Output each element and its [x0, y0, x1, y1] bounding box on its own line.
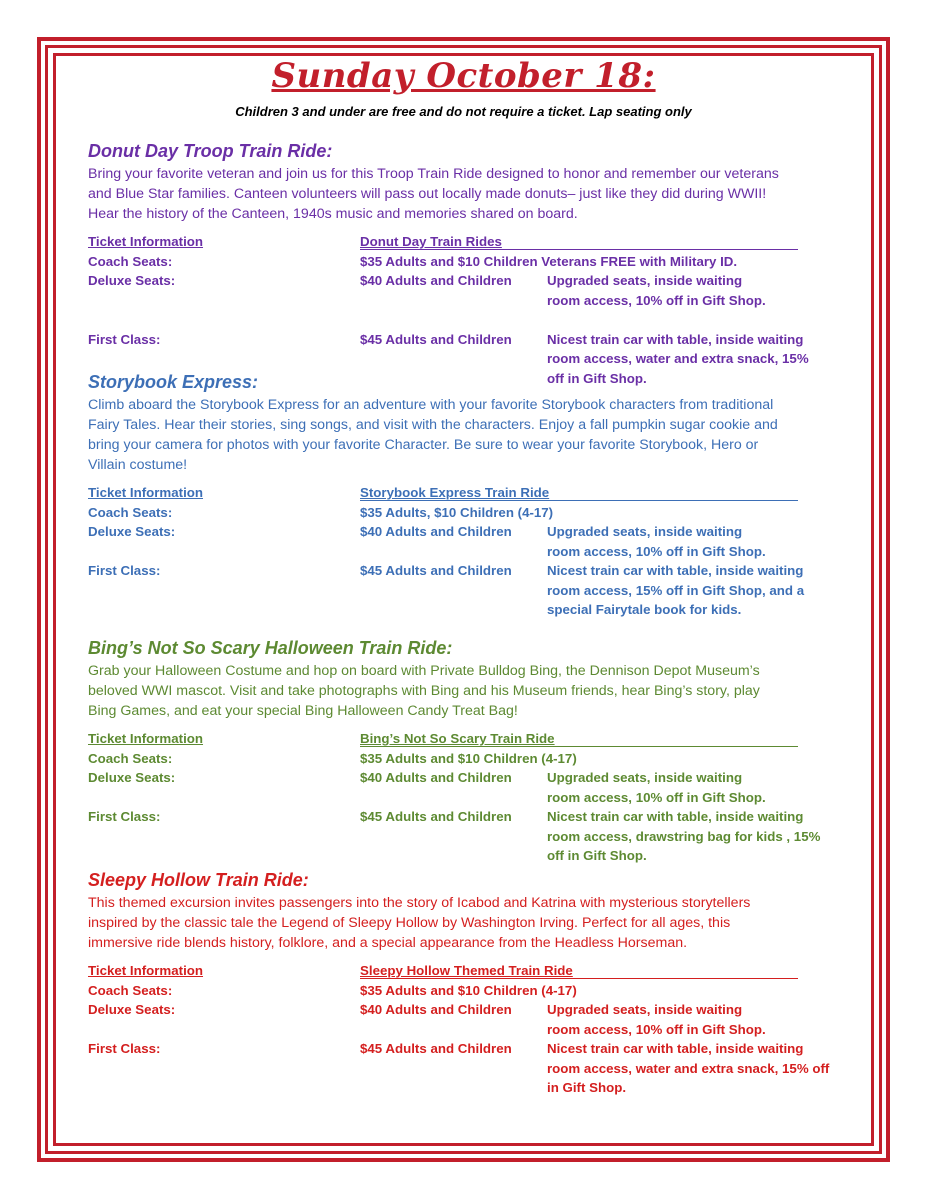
description-line: Grab your Halloween Costume and hop on board with Private Bulldog Bing, the Dennison Depot Museum’s — [88, 663, 760, 679]
section-description — [88, 893, 848, 953]
first-class-price: $45 Adults and Children — [360, 563, 512, 578]
perk-line: in Gift Shop. — [547, 1080, 627, 1095]
perk-line: special Fairytale book for kids. — [547, 602, 742, 617]
perk-line: room access, 10% off in Gift Shop. — [547, 789, 766, 805]
description-line: inspired by the classic tale the Legend of Sleepy Hollow by Washington Irving. Perfect for all ages, this — [88, 915, 731, 931]
ticket-header-row — [88, 483, 848, 503]
section-description — [88, 661, 848, 721]
page-title: Sunday October 18: — [271, 56, 656, 96]
description-line: Bring your favorite veteran and join us for this Troop Train Ride designed to honor and remember our veterans — [88, 166, 779, 182]
coach-row — [88, 252, 848, 272]
perk-line: Upgraded seats, inside waiting — [547, 273, 743, 288]
perk-line: off in Gift Shop. — [547, 370, 647, 386]
spacer — [88, 788, 848, 808]
first-class-price: $45 Adults and Children — [360, 809, 512, 824]
description-line: immersive ride blends history, folklore, and a special appearance from the Headless Horseman. — [88, 935, 688, 951]
section-description — [88, 164, 848, 224]
deluxe-price: $40 Adults and Children — [360, 273, 512, 288]
perk-line: room access, water and extra snack, 15% off — [547, 1060, 830, 1076]
ticket-header-row — [88, 961, 848, 981]
section-sleepy-hollow — [88, 869, 848, 1095]
perk-line: room access, 10% off in Gift Shop. — [547, 292, 766, 308]
perk-line: Nicest train car with table, inside waiting — [547, 331, 804, 347]
perk-line: room access, water and extra snack, 15% — [547, 351, 809, 366]
first-class-row — [88, 561, 848, 617]
deluxe-label: Deluxe Seats: — [88, 770, 176, 785]
description-line: Fairy Tales. Hear their stories, sing songs, and visit with the characters. Enjoy a fall pumpkin sugar cookie and — [88, 417, 778, 433]
perk-line: room access, 10% off in Gift Shop. — [547, 1021, 766, 1037]
deluxe-label: Deluxe Seats: — [88, 1002, 176, 1017]
coach-row — [88, 749, 848, 769]
ticket-header-right: Bing’s Not So Scary Train Ride — [360, 731, 555, 746]
coach-row — [88, 503, 848, 523]
perk-line: Nicest train car with table, inside waiting — [547, 809, 804, 824]
coach-label: Coach Seats: — [88, 504, 173, 520]
description-line: Climb aboard the Storybook Express for an adventure with your favorite Storybook characters from traditional — [88, 397, 774, 413]
section-storybook-express — [88, 371, 848, 617]
deluxe-price: $40 Adults and Children — [360, 524, 512, 539]
coach-price: $35 Adults and $10 Children (4-17) — [360, 750, 577, 766]
header-underline — [360, 978, 798, 979]
perk-line: Upgraded seats, inside waiting — [547, 524, 743, 539]
deluxe-row — [88, 522, 848, 559]
spacer — [88, 542, 848, 562]
deluxe-label: Deluxe Seats: — [88, 273, 176, 288]
section-halloween-ride — [88, 637, 848, 863]
coach-price: $35 Adults and $10 Children (4-17) — [360, 982, 577, 998]
ticket-header-left: Ticket Information — [88, 731, 204, 746]
description-line: beloved WWI mascot. Visit and take photographs with Bing and his Museum friends, hear Bing’s story, play — [88, 683, 760, 699]
ticket-header-row — [88, 232, 848, 252]
coach-label: Coach Seats: — [88, 982, 173, 998]
description-line: bring your camera for photos with your favorite Character. Be sure to wear your favorite Storybook, Hero or — [88, 437, 759, 453]
coach-label: Coach Seats: — [88, 253, 173, 269]
perk-line: Nicest train car with table, inside waiting — [547, 1041, 804, 1056]
coach-row — [88, 981, 848, 1001]
ticket-header-right: Donut Day Train Rides — [360, 234, 502, 249]
description-line: and Blue Star families. Canteen volunteers will pass out locally made donuts– just like they did during WWII! — [88, 186, 767, 202]
ticket-header-right: Sleepy Hollow Themed Train Ride — [360, 963, 573, 978]
first-class-perks — [547, 807, 837, 866]
first-class-price: $45 Adults and Children — [360, 1041, 512, 1056]
deluxe-row — [88, 768, 848, 805]
section-title: Storybook Express: — [88, 372, 259, 392]
ticket-header-left: Ticket Information — [88, 963, 204, 978]
section-title: Bing’s Not So Scary Halloween Train Ride: — [88, 638, 453, 658]
perk-line: room access, 15% off in Gift Shop, and a — [547, 582, 805, 598]
deluxe-label: Deluxe Seats: — [88, 524, 176, 539]
ticket-table — [88, 961, 848, 1095]
coach-price: $35 Adults, $10 Children (4-17) — [360, 504, 554, 520]
coach-label: Coach Seats: — [88, 750, 173, 766]
perk-line: Nicest train car with table, inside waiting — [547, 563, 804, 578]
ticket-header-row — [88, 729, 848, 749]
perk-line: Upgraded seats, inside waiting — [547, 770, 743, 785]
ticket-table — [88, 483, 848, 617]
header-underline — [360, 500, 798, 501]
deluxe-price: $40 Adults and Children — [360, 770, 512, 785]
header-underline — [360, 746, 798, 747]
spacer — [88, 1020, 848, 1040]
description-line: Bing Games, and eat your special Bing Halloween Candy Treat Bag! — [88, 703, 518, 719]
description-line: Villain costume! — [88, 457, 188, 473]
perk-line: room access, 10% off in Gift Shop. — [547, 543, 766, 559]
ticket-header-right: Storybook Express Train Ride — [360, 485, 550, 500]
ticket-header-left: Ticket Information — [88, 234, 204, 249]
perk-line: room access, drawstring bag for kids , 15% — [547, 828, 821, 844]
first-class-label: First Class: — [88, 1041, 161, 1056]
page-subtitle: Children 3 and under are free and do not require a ticket. Lap seating only — [235, 104, 692, 119]
first-class-perks — [547, 561, 837, 620]
first-class-perks — [547, 1039, 837, 1098]
first-class-row — [88, 807, 848, 863]
ticket-header-left: Ticket Information — [88, 485, 204, 500]
section-title: Sleepy Hollow Train Ride: — [88, 870, 309, 890]
first-class-price: $45 Adults and Children — [360, 331, 512, 347]
coach-price: $35 Adults and $10 Children Veterans FREE with Military ID. — [360, 253, 738, 269]
deluxe-row — [88, 271, 848, 308]
first-class-label: First Class: — [88, 809, 161, 824]
spacer — [88, 291, 848, 330]
first-class-label: First Class: — [88, 331, 161, 347]
description-line: This themed excursion invites passengers into the story of Icabod and Katrina with mysterious storytellers — [88, 895, 751, 911]
first-class-label: First Class: — [88, 563, 161, 578]
header-underline — [360, 249, 798, 250]
section-title: Donut Day Troop Train Ride: — [88, 141, 333, 161]
deluxe-price: $40 Adults and Children — [360, 1002, 512, 1017]
first-class-row — [88, 1039, 848, 1095]
perk-line: Upgraded seats, inside waiting — [547, 1002, 743, 1017]
description-line: Hear the history of the Canteen, 1940s music and memories shared on board. — [88, 206, 578, 222]
perk-line: off in Gift Shop. — [547, 848, 647, 863]
ticket-table — [88, 729, 848, 863]
deluxe-row — [88, 1000, 848, 1037]
section-description — [88, 395, 848, 475]
